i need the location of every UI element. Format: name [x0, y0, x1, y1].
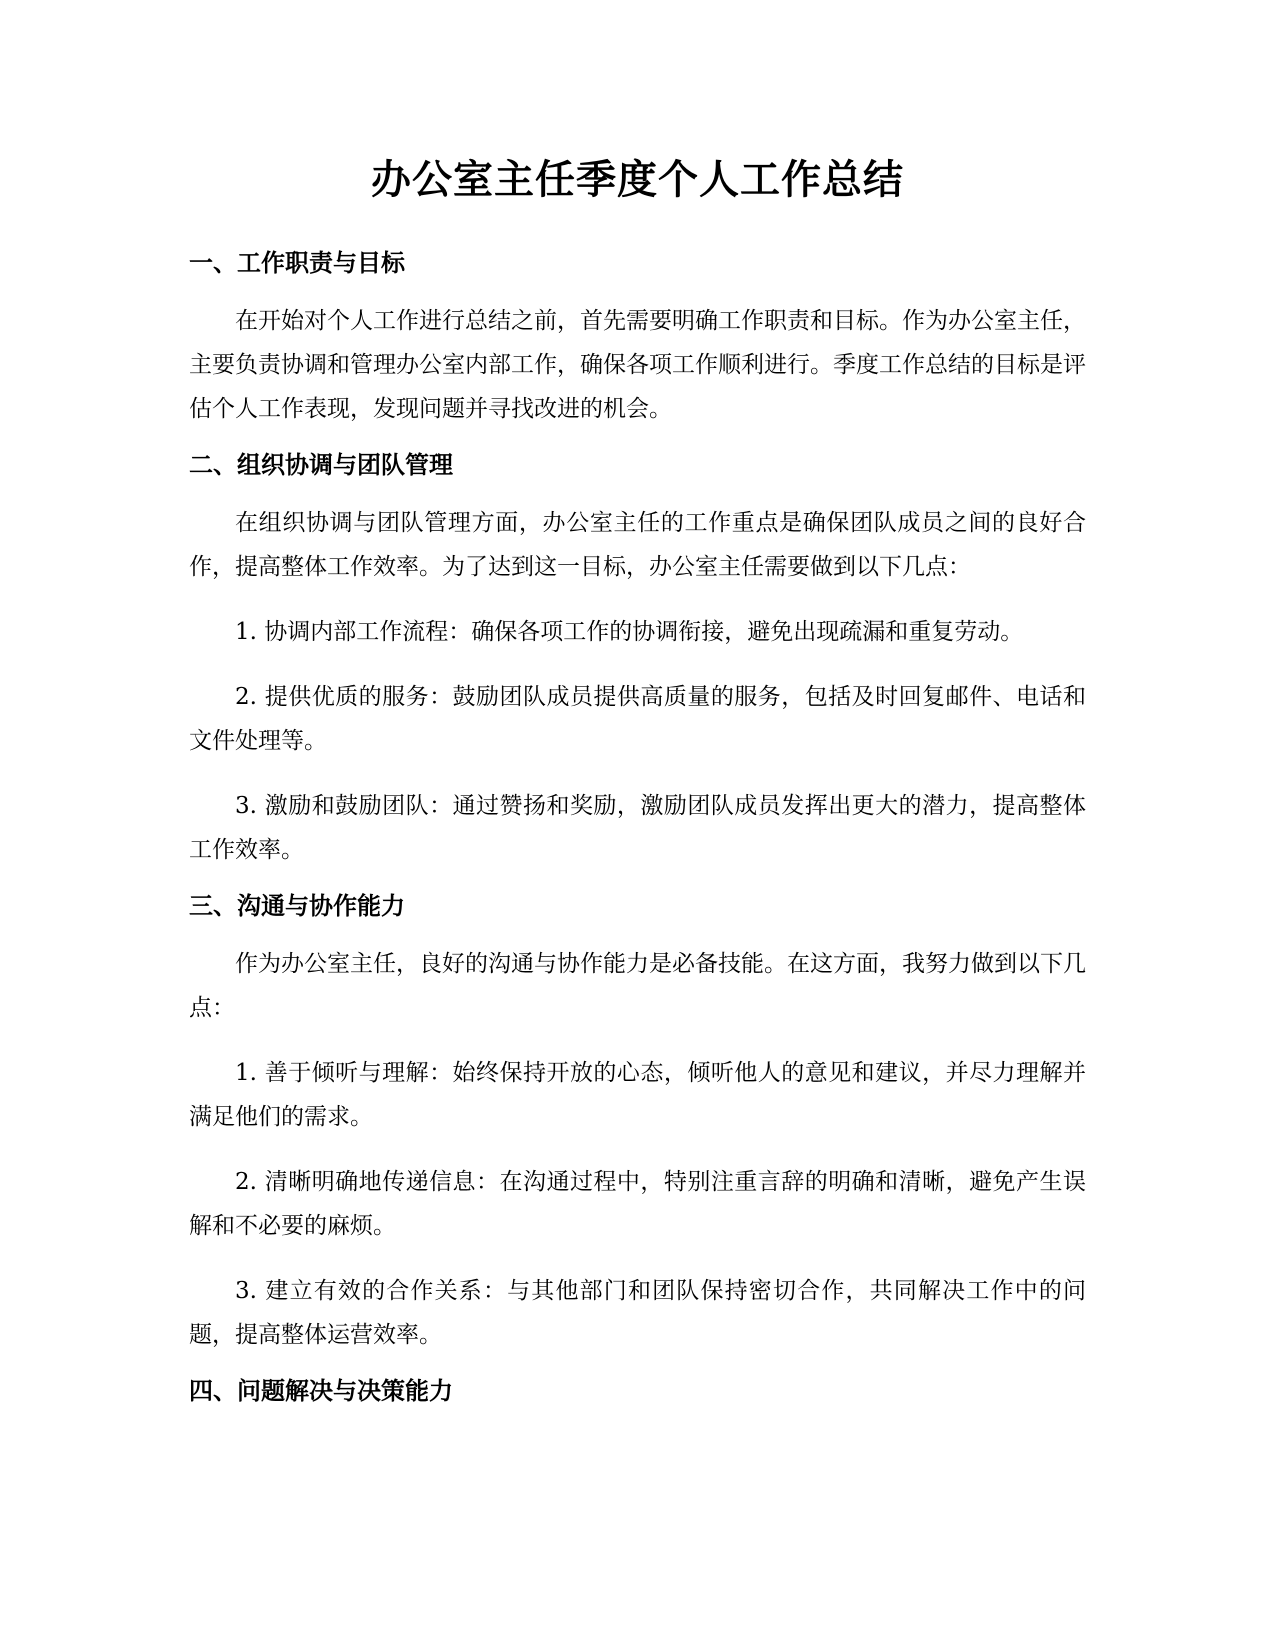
- list-item: 3. 激励和鼓励团队：通过赞扬和奖励，激励团队成员发挥出更大的潜力，提高整体工作效率。: [189, 793, 1086, 863]
- list-item: 1. 协调内部工作流程：确保各项工作的协调衔接，避免出现疏漏和重复劳动。: [235, 619, 1024, 645]
- list-item: 3. 建立有效的合作关系：与其他部门和团队保持密切合作，共同解决工作中的问题，提高整体运营效率。: [189, 1278, 1086, 1348]
- paragraph: 在开始对个人工作进行总结之前，首先需要明确工作职责和目标。作为办公室主任，主要负责协调和管理办公室内部工作，确保各项工作顺利进行。季度工作总结的目标是评估个人工作表现，发现问题并寻找改进的机会。: [189, 308, 1086, 422]
- section-heading-1: 一、工作职责与目标: [189, 249, 405, 277]
- paragraph: 在组织协调与团队管理方面，办公室主任的工作重点是确保团队成员之间的良好合作，提高整体工作效率。为了达到这一目标，办公室主任需要做到以下几点：: [189, 510, 1086, 580]
- section-heading-4: 四、问题解决与决策能力: [189, 1377, 453, 1405]
- section-heading-2: 二、组织协调与团队管理: [189, 451, 453, 479]
- document-title: 办公室主任季度个人工作总结: [371, 157, 904, 203]
- section-heading-3: 三、沟通与协作能力: [189, 892, 405, 920]
- paragraph: 作为办公室主任，良好的沟通与协作能力是必备技能。在这方面，我努力做到以下几点：: [189, 951, 1086, 1021]
- list-item: 1. 善于倾听与理解：始终保持开放的心态，倾听他人的意见和建议，并尽力理解并满足他们的需求。: [189, 1060, 1086, 1130]
- list-item: 2. 提供优质的服务：鼓励团队成员提供高质量的服务，包括及时回复邮件、电话和文件处理等。: [189, 684, 1086, 754]
- list-item: 2. 清晰明确地传递信息：在沟通过程中，特别注重言辞的明确和清晰，避免产生误解和不必要的麻烦。: [189, 1169, 1086, 1239]
- document-body: [189, 148, 1086, 1409]
